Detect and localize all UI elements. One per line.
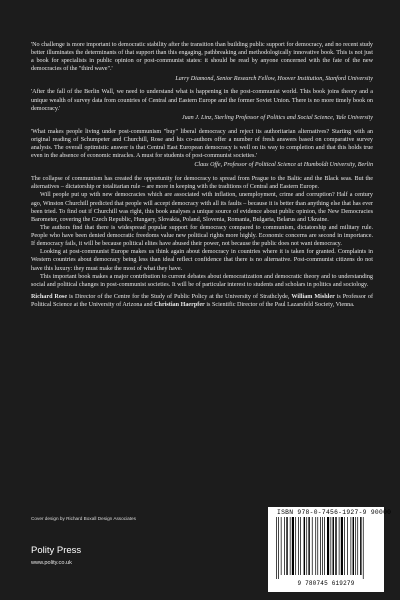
author-bio-3: is Scientific Director of the Paul Lazarsfeld Society, Vienna.	[204, 302, 355, 309]
review-quote-2: 'After the fall of the Berlin Wall, we need to understand what is happening in the post-communist world. This book joins theory and a unique wealth of survey data from countries of Central and Eastern Europe and the former Soviet Union. There is no more timely book on democracy.'	[31, 89, 373, 112]
publisher-name: Polity Press	[31, 545, 82, 556]
barcode-image	[274, 517, 378, 579]
blurb-column	[31, 41, 373, 309]
author-name-2: William Mishler	[291, 293, 335, 300]
barcode-panel	[268, 507, 392, 592]
author-bio-1: is Director of the Centre for the Study of Public Policy at the University of Strathclyde,	[67, 293, 292, 300]
description-paragraph-1: The collapse of communism has created the opportunity for democracy to spread from Prague to the Baltic and the Black seas. But the alternatives – dictatorship or totalitarian rule – are more in keeping with the traditions of Central and Eastern Europe.	[31, 176, 373, 191]
description-paragraph-2: Will people put up with new democracies which are associated with inflation, unemployment, crime and corruption? Half a century ago, Winston Churchill predicted that people will accept democracy with all its faults – because it is better than anything else that has ever been tried. To find out if Churchill was right, this book analyses a unique source of evidence about public opinion, the New Democracies Barometer, covering the Czech Republic, Hungary, Slovakia, Poland, Slovenia, Romania, Bulgaria, Belarus and Ukraine.	[31, 192, 373, 223]
price-code: 90000	[370, 509, 392, 516]
review-attribution-3: Claus Offe, Professor of Political Science at Humboldt University, Berlin	[194, 162, 373, 169]
isbn-number: ISBN 978-0-7456-1927-9	[277, 509, 367, 516]
isbn-label	[277, 509, 391, 516]
description-paragraph-4: Looking at post-communist Europe makes us think again about democracy in countries where it is taken for granted. Complaints in Western countries about democracy being less than ideal reflect confidence that there is no alternative. Post-communist citizens do not have this luxury: they must make the most of what they have.	[31, 249, 373, 272]
description-paragraph-3: The authors find that there is widespread popular support for democracy compared to communism, dictatorship and military rule. People who have been denied democratic freedoms value new political rights more highly. Economic concerns are second in importance. If democracy fails, it will be because political elites have abused their power, not because the public does not want democracy.	[31, 224, 373, 248]
cover-design-credit: Cover design by Richard Boxall Design Associates	[31, 516, 136, 521]
review-attribution-1: Larry Diamond, Senior Research Fellow, Hoover Institution, Stanford University	[175, 75, 373, 82]
review-attribution-2: Juan J. Linz, Sterling Professor of Politics and Social Science, Yale University	[181, 114, 373, 121]
author-bio-2: is Professor of Political Science at the University of Arizona and	[31, 293, 373, 309]
review-quote-3: 'What makes people living under post-communism "buy" liberal democracy and reject its authoritarian alternatives? Starting with an original reading of Schumpeter and Churchill, Rose and his co-authors offer a number of fresh answers based on comparative survey analysis. The overall optimistic answer is that Central East European democracy is well on its way to completion and that this holds true even in the absence of economic miracles. A must for students of post-communist societies.'	[31, 128, 373, 160]
author-name-1: Richard Rose	[31, 293, 68, 300]
barcode-number: 9 780745 619279	[297, 580, 355, 587]
author-bios	[31, 293, 373, 309]
description-paragraph-5: This important book makes a major contribution to current debates about democratization and democratic theory and to understanding social and political changes in post-communist societies. It will be of particular interest to students and scholars in politics and sociology.	[31, 273, 373, 288]
review-quote-1: 'No challenge is more important to democratic stability after the transition than building public support for democracy, and no recent study better illuminates the determinants of that support than this engaging, pathbreaking and methodologically innovative book. This is not just a book for specialists in public opinion or post-communist states: it should be read by anyone concerned with the fate of the new democracies of the "third wave".'	[31, 42, 373, 73]
publisher-url: www.polity.co.uk	[31, 560, 72, 566]
author-name-3: Christian Haerpfer	[154, 302, 205, 309]
